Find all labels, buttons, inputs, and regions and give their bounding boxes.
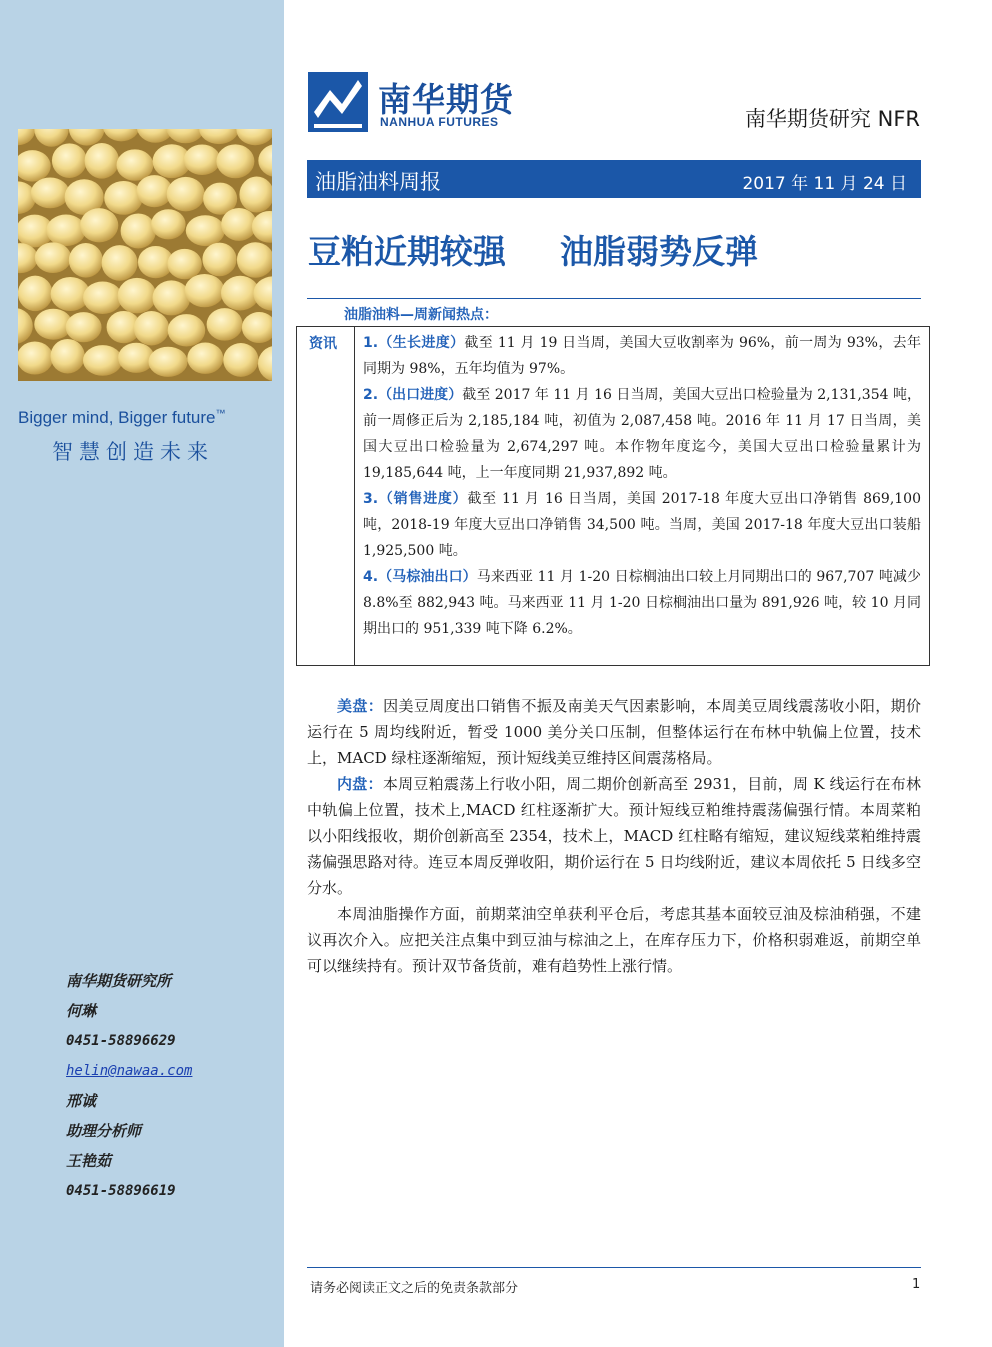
domestic-market-paragraph (307, 771, 921, 901)
news-body (363, 330, 921, 642)
soybean-shape (31, 177, 69, 208)
soybean-shape (66, 312, 102, 342)
soybean-shape (118, 278, 157, 313)
analyst-name-2: 邢诚 (66, 1092, 97, 1110)
header-divider (307, 298, 921, 299)
news-item (363, 330, 921, 382)
domestic-market-text: 本周豆粕震荡上行收小阳，周二期价创新高至 2931，目前，周 K 线运行在布林中轨偏上位置，技术上,MACD 红柱逐渐扩大。预计短线豆粕维持震荡偏强行情。本周菜粕以小阳线报收，期价创新高至 2354，技术上，MACD 红柱略有缩短，建议短线菜粕维持震荡偏强思路对待。连豆本周反弹收阳，期价运行在 5 日均线附近，建议本周依托 5 日线多空分水。 (307, 775, 921, 897)
news-label: 资讯 (309, 336, 337, 352)
us-market-paragraph (307, 693, 921, 771)
news-heading: 油脂油料—周新闻热点： (344, 307, 498, 323)
us-market-label: 美盘： (337, 697, 384, 715)
report-type: 油脂油料周报 (315, 170, 441, 194)
news-item-head: 1.（生长进度） (363, 335, 465, 351)
soybean-shape (46, 215, 85, 247)
slogan-english (18, 408, 278, 428)
soybean-shape (167, 249, 201, 279)
soybean-shape (185, 274, 225, 307)
logo-chinese-text: 南华期货 (378, 80, 514, 119)
analyst-email-link[interactable]: helin@nawaa.com (66, 1063, 193, 1079)
oil-strategy-paragraph: 本周油脂操作方面，前期菜油空单获利平仓后，考虑其基本面较豆油及棕油稍强，不建议再次介入。应把关注点集中到豆油与棕油之上，在库存压力下，价格积弱难返，前期空单可以继续持有。预计双节备货前，难有趋势性上涨行情。 (307, 905, 921, 975)
page-title (308, 226, 758, 273)
research-institute-name: 南华期货研究所 (66, 972, 172, 990)
soybean-shape (102, 245, 138, 281)
soybean-shape (134, 311, 169, 345)
soybean-shape (116, 149, 153, 180)
soybean-shape (104, 181, 142, 215)
soybean-shape (207, 308, 243, 341)
nanhua-logo (308, 72, 538, 138)
soybean-image (18, 129, 272, 381)
domestic-market-label: 内盘： (337, 775, 383, 793)
news-item-head: 4.（马棕油出口） (363, 569, 477, 585)
left-sidebar (0, 0, 284, 1347)
analyst-name-1: 何琳 (66, 1002, 97, 1020)
soybean-shape (83, 281, 122, 313)
soybean-shape (69, 243, 103, 278)
news-item-text: 截至 2017 年 11 月 16 日当周，美国大豆出口检验量为 2,131,354 吨，前一周修正后为 2,185,184 吨，初值为 2,087,458 吨。2016 年 11 月 17 日当周，美国大豆出口检验量为 2,674,297 吨。本作物年度迄今，美国大豆出口检验量累计为 19,185,644 吨，上一年度同期 21,937,892 吨。 (363, 387, 922, 481)
report-date: 2017 年 11 月 24 日 (742, 174, 907, 194)
soybean-shape (35, 242, 71, 273)
trademark-symbol: ™ (215, 408, 226, 420)
soybean-shape (152, 280, 190, 315)
soybean-shape (18, 341, 53, 374)
news-table (296, 326, 930, 666)
news-item (363, 564, 921, 642)
soybean-shape (50, 339, 84, 373)
news-label-column (297, 327, 355, 665)
title-part-2: 油脂弱势反弹 (560, 232, 758, 271)
analyst-role-2: 助理分析师 (66, 1122, 142, 1140)
soybean-shape (18, 276, 53, 311)
soybean-shape (118, 343, 154, 373)
soybean-shape (83, 345, 122, 376)
analyst-phone-1: 0451-58896629 (66, 1033, 176, 1049)
page-number: 1 (912, 1277, 921, 1292)
analyst-name-3: 王艳茹 (66, 1152, 112, 1170)
news-item-head: 3.（销售进度） (363, 491, 468, 507)
footer-divider (307, 1267, 921, 1268)
news-item-text: 马来西亚 11 月 1-20 日棕榈油出口较上月同期出口的 967,707 吨减少 8.8%至 882,943 吨。马来西亚 11 月 1-20 日棕榈油出口量为 891,926 吨，较 10 月同期出口的 951,339 吨下降 6.2%。 (363, 569, 921, 637)
nanhua-logo-icon (308, 72, 368, 132)
research-org-name: 南华期货研究 NFR (744, 107, 920, 131)
soybean-shape (184, 145, 221, 176)
soybean-shape (221, 208, 257, 241)
soybean-shape (223, 343, 258, 377)
market-analysis (307, 693, 921, 979)
news-item (363, 382, 921, 486)
soybean-shape (216, 144, 254, 178)
report-title-bar (307, 160, 921, 198)
soybean-shape (148, 347, 187, 377)
soybean-shape (80, 208, 118, 242)
news-item (363, 486, 921, 564)
soybean-shape (85, 143, 119, 179)
news-item-head: 2.（出口进度） (363, 387, 463, 403)
us-market-text: 因美豆周度出口销售不振及南美天气因素影响，本周美豆周线震荡收小阳，期价运行在 5 周均线附近，暂受 1000 美分关口压制，但整体运行在布林中轨偏上位置，技术上，MACD 绿柱逐渐缩短，预计短线美豆维持区间震荡格局。 (307, 697, 921, 767)
soybean-shape (187, 343, 223, 374)
soybean-shape (121, 213, 156, 248)
soybean-shape (151, 209, 185, 239)
slogan-english-text: Bigger mind, Bigger future (18, 408, 216, 427)
soybean-photo (18, 129, 272, 381)
soybean-shape (168, 314, 206, 346)
analyst-phone-3: 0451-58896619 (66, 1183, 176, 1199)
news-item-text: 截至 11 月 16 日当周，美国 2017-18 年度大豆出口净销售 869,100 吨，2018-19 年度大豆出口净销售 34,500 吨。当周，美国 2017-18 年度大豆出口装船 1,925,500 吨。 (363, 491, 921, 559)
contact-block (66, 966, 276, 1206)
soybean-shape (202, 243, 236, 277)
logo-english-text: NANHUA FUTURES (380, 115, 499, 129)
soybean-shape (186, 215, 225, 246)
news-item-text: 截至 11 月 19 日当周，美国大豆收割率为 96%，前一周为 93%，去年同期为 98%，五年均值为 97%。 (363, 335, 921, 377)
soybean-shape (52, 143, 87, 178)
disclaimer-note: 请务必阅读正文之后的免责条款部分 (310, 1281, 519, 1296)
soybean-shape (167, 177, 205, 211)
title-part-1: 豆粕近期较强 (308, 232, 506, 271)
slogan-chinese: 智慧创造未来 (52, 440, 214, 464)
